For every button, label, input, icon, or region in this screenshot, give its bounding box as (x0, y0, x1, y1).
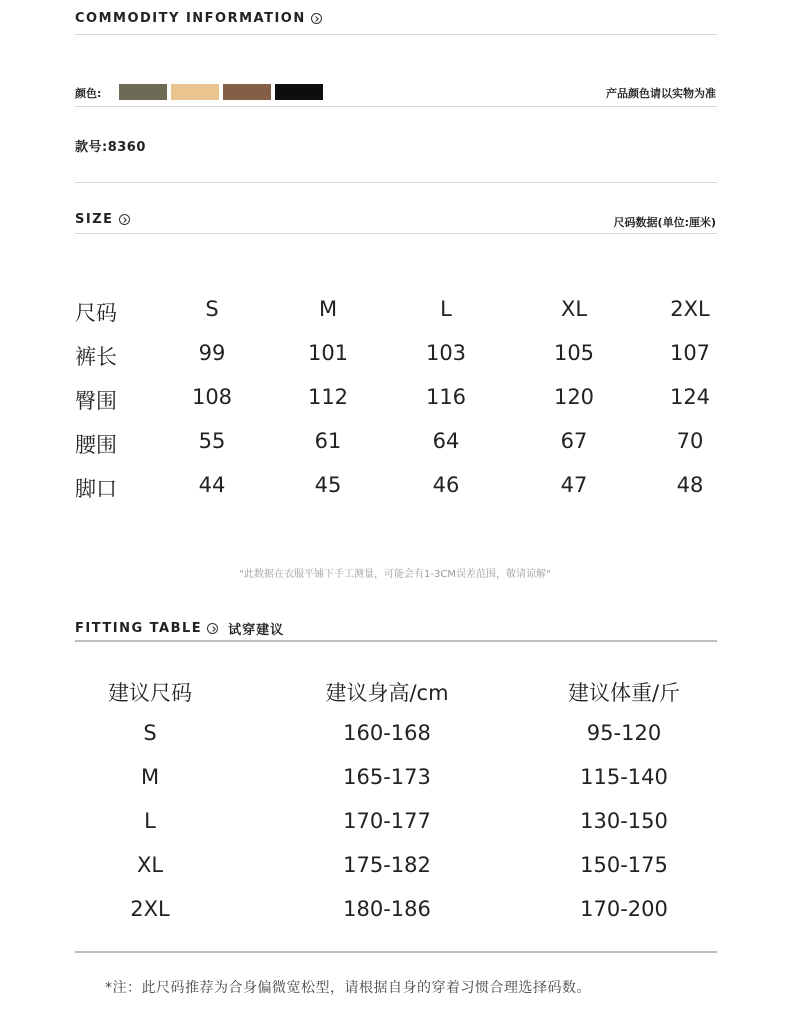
table-cell: 47 (560, 473, 588, 497)
table-cell: 64 (432, 429, 460, 453)
row-label: 臀围 (75, 389, 117, 413)
table-cell: 108 (191, 385, 233, 409)
table-cell: 115-140 (580, 765, 668, 789)
chevron-right-circle-icon (207, 623, 218, 634)
size-header-label: 尺码 (75, 301, 117, 325)
size-col-header: L (440, 297, 452, 321)
divider (75, 640, 717, 642)
table-cell: 120 (553, 385, 595, 409)
table-cell: 165-173 (343, 765, 431, 789)
chevron-right-circle-icon (119, 214, 130, 225)
table-cell: 99 (198, 341, 226, 365)
divider (75, 951, 717, 953)
table-row (75, 341, 735, 385)
fitting-table (0, 677, 790, 941)
table-cell: 67 (560, 429, 588, 453)
table-cell: 61 (314, 429, 342, 453)
size-table (75, 297, 735, 517)
divider (75, 182, 717, 183)
row-label: 脚口 (75, 477, 117, 501)
table-cell: 101 (307, 341, 349, 365)
commodity-info-heading (75, 11, 322, 26)
table-cell: 116 (425, 385, 467, 409)
commodity-info-title: COMMODITY INFORMATION (75, 11, 306, 26)
table-cell: 45 (314, 473, 342, 497)
table-cell: 55 (198, 429, 226, 453)
color-label: 颜色: (75, 87, 102, 100)
style-number: 款号:8360 (75, 140, 146, 155)
fitting-heading (75, 619, 284, 638)
fitting-table-header (0, 677, 790, 721)
table-cell: 175-182 (343, 853, 431, 877)
size-col-header: S (205, 297, 219, 321)
table-cell: 160-168 (343, 721, 431, 745)
table-row (0, 765, 790, 809)
fitting-footnote: *注：此尺码推荐为合身偏微宽松型，请根据自身的穿着习惯合理选择码数。 (105, 980, 591, 996)
fitting-col-header: 建议体重/斤 (567, 681, 681, 705)
table-row (75, 473, 735, 517)
table-cell: 170-177 (343, 809, 431, 833)
size-col-header: M (318, 297, 338, 321)
row-label: 裤长 (75, 345, 117, 369)
table-row (0, 897, 790, 941)
color-swatch-brown (223, 84, 271, 100)
size-table-header (75, 297, 735, 341)
divider (75, 106, 717, 107)
color-swatch-black (275, 84, 323, 100)
table-cell: M (140, 765, 160, 789)
row-label: 腰围 (75, 433, 117, 457)
table-cell: 107 (669, 341, 711, 365)
fitting-title-cn: 试穿建议 (228, 623, 285, 638)
table-cell: L (144, 809, 156, 833)
size-title: SIZE (75, 212, 114, 227)
table-cell: 103 (425, 341, 467, 365)
divider (75, 34, 717, 35)
table-row (75, 429, 735, 473)
table-row (0, 809, 790, 853)
size-unit-note: 尺码数据(单位:厘米) (613, 216, 716, 229)
fitting-col-header: 建议尺码 (108, 681, 192, 705)
divider (75, 233, 717, 234)
table-cell: 124 (669, 385, 711, 409)
table-cell: S (143, 721, 157, 745)
table-cell: 70 (676, 429, 704, 453)
table-cell: 170-200 (580, 897, 668, 921)
table-cell: XL (136, 853, 164, 877)
color-swatch-camel (171, 84, 219, 100)
fitting-col-header: 建议身高/cm (325, 681, 449, 705)
table-cell: 48 (676, 473, 704, 497)
color-note: 产品颜色请以实物为准 (606, 87, 716, 100)
table-row (0, 721, 790, 765)
table-cell: 150-175 (580, 853, 668, 877)
table-cell: 44 (198, 473, 226, 497)
table-cell: 46 (432, 473, 460, 497)
table-cell: 95-120 (586, 721, 662, 745)
table-row (75, 385, 735, 429)
color-swatches (119, 84, 323, 100)
table-cell: 2XL (130, 897, 170, 921)
chevron-right-circle-icon (311, 13, 322, 24)
table-cell: 130-150 (580, 809, 668, 833)
size-col-header: 2XL (670, 297, 710, 321)
color-swatch-olive (119, 84, 167, 100)
measurement-note: "此数据在衣服平铺下手工测量，可能会有1-3CM误差范围，敬请谅解" (239, 569, 551, 580)
table-cell: 105 (553, 341, 595, 365)
size-heading (75, 212, 130, 227)
table-row (0, 853, 790, 897)
table-cell: 112 (307, 385, 349, 409)
table-cell: 180-186 (343, 897, 431, 921)
fitting-title: FITTING TABLE (75, 621, 203, 636)
size-col-header: XL (560, 297, 588, 321)
